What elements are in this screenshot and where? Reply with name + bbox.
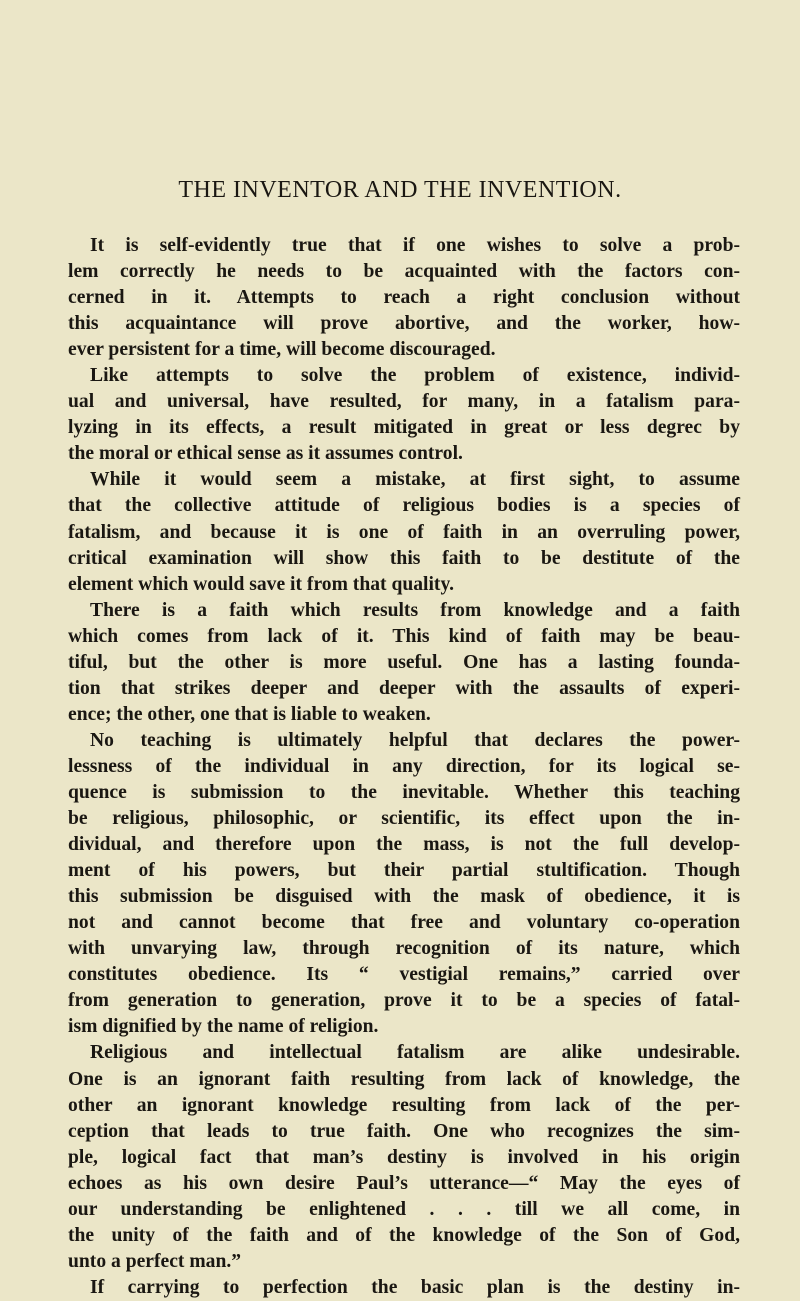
text-line: be religious, philosophic, or scientific, its effect upon the in- <box>68 808 740 830</box>
text-line: There is a faith which results from knowledge and a faith <box>90 599 740 621</box>
text-line: While it would seem a mistake, at first sight, to assume <box>90 469 740 491</box>
text-line: Religious and intellectual fatalism are alike undesirable. <box>90 1042 740 1064</box>
text-line: ism dignified by the name of religion. <box>68 1016 379 1038</box>
text-line: No teaching is ultimately helpful that declares the power- <box>90 729 740 751</box>
text-line: critical examination will show this faith to be destitute of the <box>68 547 740 569</box>
page-title: THE INVENTOR AND THE INVENTION. <box>178 177 622 203</box>
text-line: Like attempts to solve the problem of existence, individ- <box>90 365 740 387</box>
text-line: from generation to generation, prove it to be a species of fatal- <box>68 990 740 1012</box>
text-line: the unity of the faith and of the knowledge of the Son of God, <box>68 1224 740 1246</box>
text-line: tion that strikes deeper and deeper with the assaults of experi- <box>68 677 740 699</box>
text-line: lem correctly he needs to be acquainted with the factors con- <box>68 261 740 283</box>
text-line: It is self-evidently true that if one wishes to solve a prob- <box>90 235 740 256</box>
text-line: our understanding be enlightened . . . till we all come, in <box>68 1198 740 1220</box>
text-line: ence; the other, one that is liable to weaken. <box>68 703 431 725</box>
text-line: cerned in it. Attempts to reach a right conclusion without <box>68 287 740 309</box>
text-line: lessness of the individual in any direction, for its logical se- <box>68 755 740 777</box>
text-line: One is an ignorant faith resulting from lack of knowledge, the <box>68 1068 740 1090</box>
body-text <box>68 233 740 1301</box>
text-line: constitutes obedience. Its “ vestigial remains,” carried over <box>68 964 740 986</box>
text-line: ple, logical fact that man’s destiny is involved in his origin <box>68 1146 740 1168</box>
text-line: other an ignorant knowledge resulting from lack of the per- <box>68 1094 740 1116</box>
text-line: with unvarying law, through recognition of its nature, which <box>68 938 740 960</box>
text-line: If carrying to perfection the basic plan is the destiny in- <box>90 1276 740 1298</box>
text-line: that the collective attitude of religious bodies is a species of <box>68 495 740 517</box>
text-line: lyzing in its effects, a result mitigated in great or less degrec by <box>68 417 740 439</box>
text-line: quence is submission to the inevitable. Whether this teaching <box>68 781 740 803</box>
text-line: dividual, and therefore upon the mass, is not the full develop- <box>68 834 740 856</box>
text-line: ual and universal, have resulted, for many, in a fatalism para- <box>68 391 740 413</box>
text-line: this acquaintance will prove abortive, and the worker, how- <box>68 313 740 335</box>
text-line: the moral or ethical sense as it assumes control. <box>68 443 463 465</box>
text-line: which comes from lack of it. This kind of faith may be beau- <box>68 625 740 647</box>
text-line: fatalism, and because it is one of faith in an overruling power, <box>68 521 740 543</box>
text-line: ever persistent for a time, will become discouraged. <box>68 339 496 361</box>
text-line: ception that leads to true faith. One who recognizes the sim- <box>68 1120 740 1142</box>
text-line: echoes as his own desire Paul’s utterance—“ May the eyes of <box>68 1172 740 1194</box>
text-line: element which would save it from that quality. <box>68 573 455 595</box>
text-line: this submission be disguised with the mask of obedience, it is <box>68 886 740 908</box>
text-line: unto a perfect man.” <box>68 1250 242 1272</box>
text-line: not and cannot become that free and voluntary co-operation <box>68 912 740 934</box>
text-line: ment of his powers, but their partial stultification. Though <box>68 860 740 882</box>
text-line: tiful, but the other is more useful. One has a lasting founda- <box>68 651 740 673</box>
